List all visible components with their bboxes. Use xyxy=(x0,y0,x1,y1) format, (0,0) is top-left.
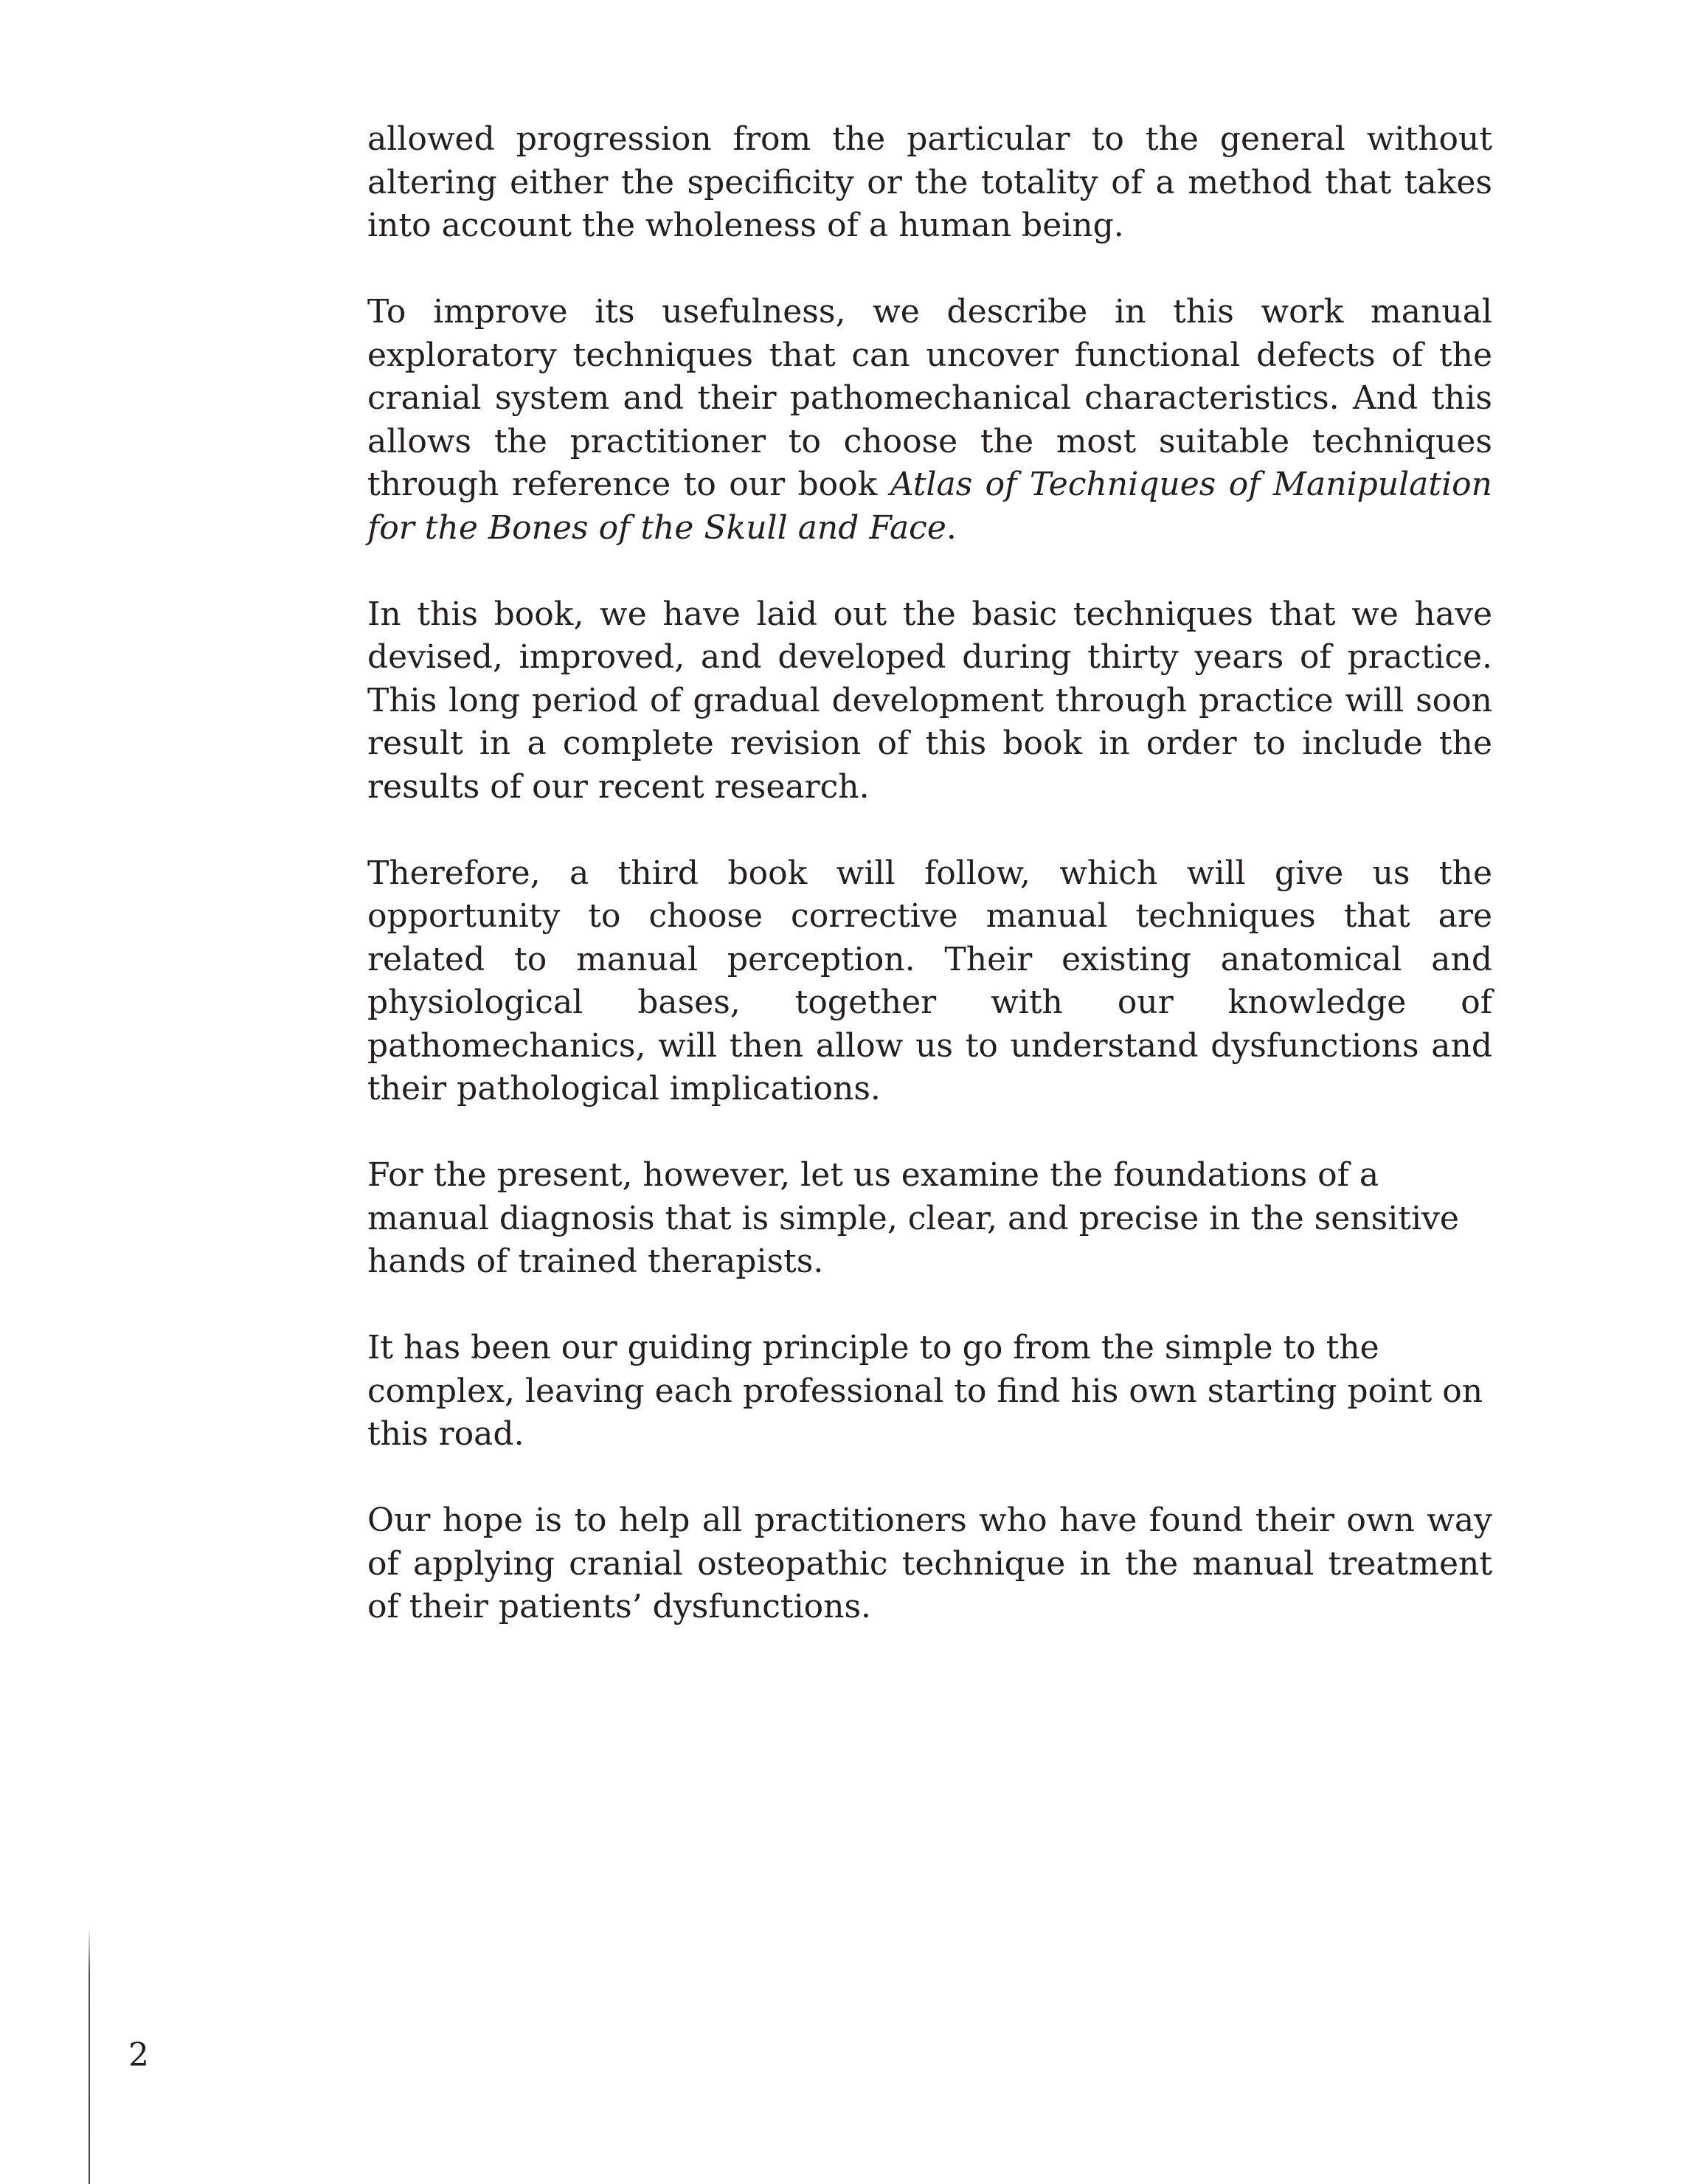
paragraph-3: In this book, we have laid out the basic techniques that we have devised, improved, and developed during thirty years of practice. This long period of gradual development through practice will soon result in a complete revision of this book in order to include the results of our recent research. xyxy=(367,595,1492,806)
paragraph-4: Therefore, a third book will follow, which will give us the opportunity to choose corrective manual techniques that are related to manual perception. Their existing anatomical and physiological bases, together with our knowledge of pathomechanics, will then allow us to understand dysfunctions and their pathological implications. xyxy=(367,854,1492,1107)
margin-rule xyxy=(89,1926,90,2184)
paragraph-6: It has been our guiding principle to go from the simple to the complex, leaving each professional to find his own starting point on this road. xyxy=(367,1329,1483,1453)
book-title: Atlas of Techniques of Manipulation for the Bones of the Skull and Face xyxy=(367,466,1492,547)
paragraph-2-text-after: . xyxy=(946,508,957,547)
paragraph-2 xyxy=(367,291,1492,550)
page-number: 2 xyxy=(128,2036,149,2074)
paragraph-5: For the present, however, let us examine the foundations of a manual diagnosis that is simple, clear, and precise in the sensitive hands of trained therapists. xyxy=(367,1156,1459,1280)
paragraph-1: allowed progression from the particular to the general without altering either the specificity or the totality of a method that takes into account the wholeness of a human being. xyxy=(367,120,1492,244)
body-text xyxy=(367,118,1492,1672)
paragraph-7: Our hope is to help all practitioners who have found their own way of applying cranial osteopathic technique in the manual treatment of their patients’ dysfunctions. xyxy=(367,1502,1492,1625)
paragraph-2-text-before: To improve its usefulness, we describe in this work manual exploratory techniques that can uncover functional defects of the cranial system and their pathomechanical characteristics. And this allows the practitioner to choose the most suitable techniques through reference to our book xyxy=(367,293,1492,503)
